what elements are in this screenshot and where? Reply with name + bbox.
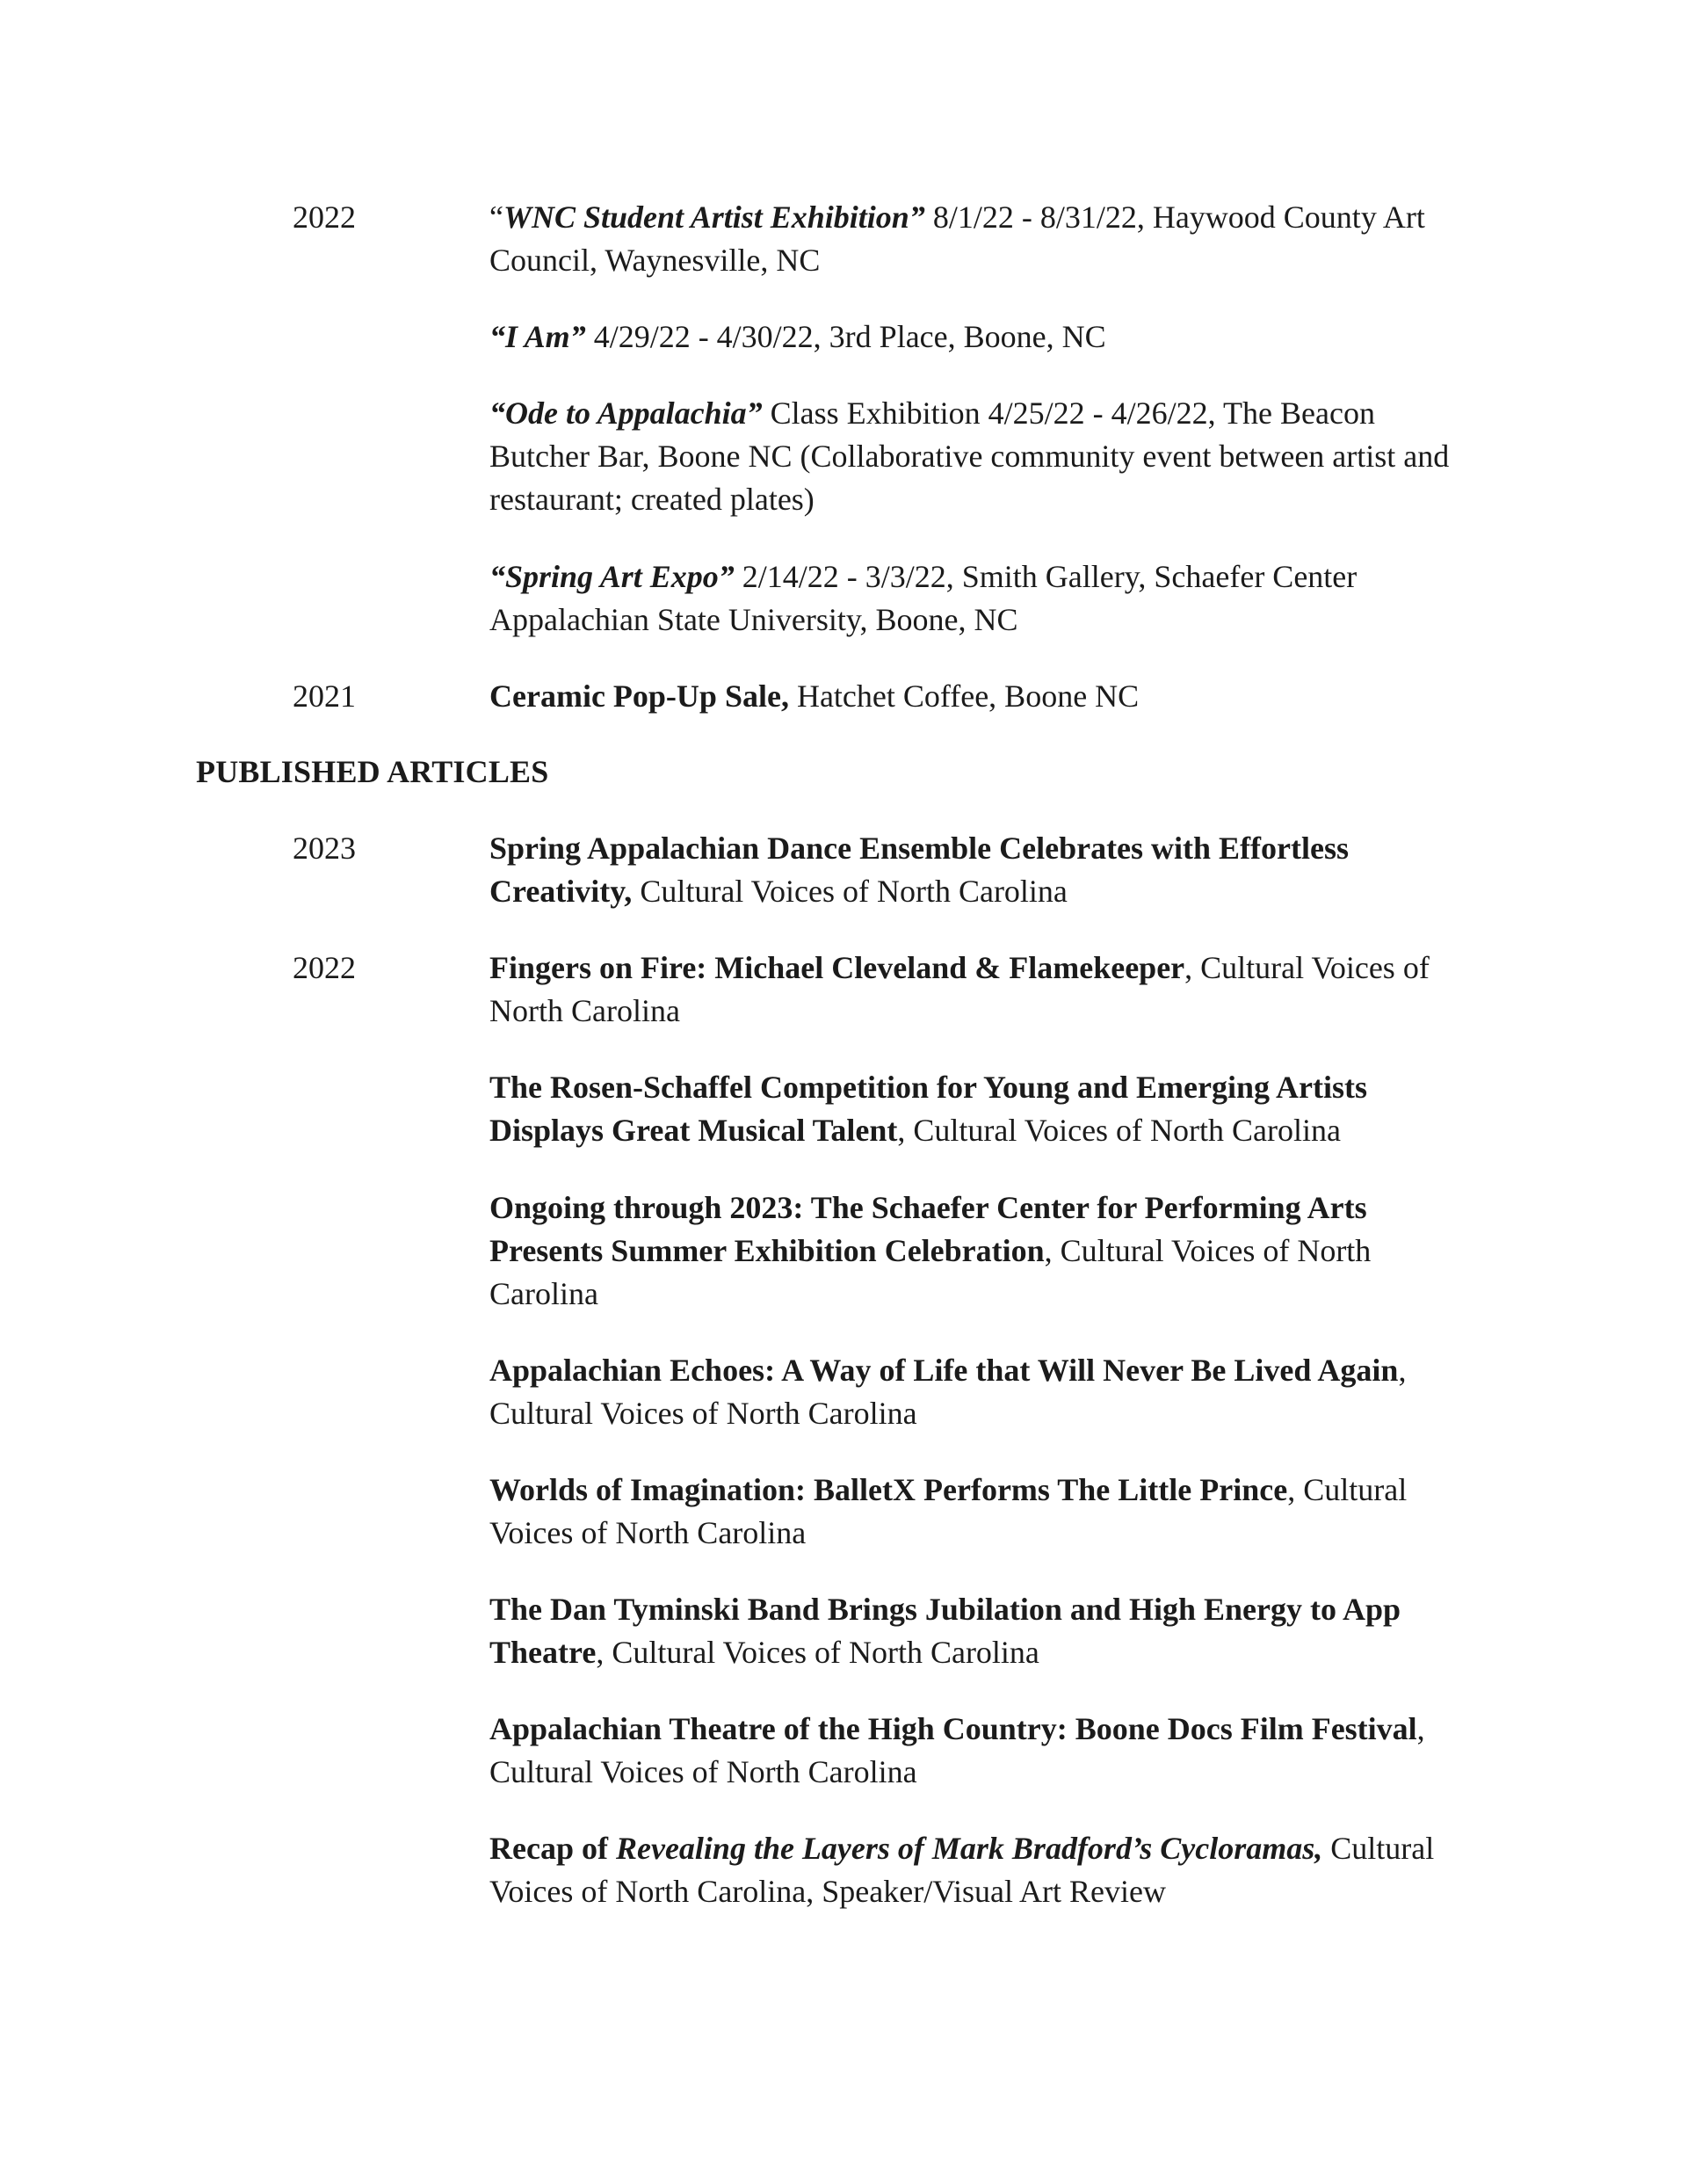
article-publication: , Cultural Voices of North Carolina: [897, 1113, 1341, 1148]
article-title: Ongoing through 2023: The Schaefer Center for Performing Arts Presents Summer Exhibition Celebration: [489, 1190, 1367, 1268]
article-publication: , Cultural Voices of North Carolina: [596, 1635, 1039, 1670]
article-entry: [489, 1469, 1482, 1555]
exhibition-title: WNC Student Artist Exhibition”: [503, 200, 925, 235]
article-title: Worlds of Imagination: BalletX Performs The Little Prince: [489, 1472, 1288, 1507]
exhibition-details: 2/14/22 - 3/3/22, Smith Gallery, Schaefer Center Appalachian State University, Boone, NC: [489, 559, 1358, 637]
article-title: Appalachian Theatre of the High Country: Boone Docs Film Festival: [489, 1711, 1417, 1746]
article-entry: [489, 1708, 1482, 1794]
exhibition-entry: [489, 555, 1482, 642]
exhibition-details: Class Exhibition 4/25/22 - 4/26/22, The Beacon Butcher Bar, Boone NC (Collaborative community event between artist and restaurant; created plates): [489, 395, 1450, 517]
article-publication: , Cultural Voices of North Carolina: [489, 1472, 1408, 1550]
article-entry: [489, 1349, 1482, 1435]
exhibition-quote: “: [489, 200, 503, 235]
exhibition-year: 2022: [293, 200, 356, 235]
article-title: Revealing the Layers of Mark Bradford’s Cycloramas,: [615, 1831, 1323, 1866]
exhibition-entry: [489, 316, 1482, 359]
article-entry: [489, 1186, 1482, 1316]
article-entry: [489, 1066, 1482, 1152]
article-prefix: Recap of: [489, 1831, 616, 1866]
article-entry: [489, 827, 1482, 913]
exhibition-details: 4/29/22 - 4/30/22, 3rd Place, Boone, NC: [585, 319, 1106, 354]
article-entry: [489, 1588, 1482, 1674]
exhibition-entry: [489, 392, 1482, 521]
article-publication: Cultural Voices of North Carolina: [632, 874, 1068, 909]
article-title: The Rosen-Schaffel Competition for Young and Emerging Artists Displays Great Musical Talent: [489, 1070, 1368, 1148]
article-title: Spring Appalachian Dance Ensemble Celebrates with Effortless Creativity,: [489, 831, 1350, 909]
section-heading-published-articles: PUBLISHED ARTICLES: [196, 754, 549, 789]
exhibition-details: 8/1/22 - 8/31/22, Haywood County Art Council, Waynesville, NC: [489, 200, 1425, 278]
article-year: 2023: [293, 831, 356, 866]
exhibition-title: “Spring Art Expo”: [489, 559, 735, 594]
article-title: Fingers on Fire: Michael Cleveland & Flamekeeper: [489, 950, 1185, 985]
article-entry: [489, 947, 1482, 1033]
article-entry: [489, 1827, 1482, 1913]
article-year: 2022: [293, 950, 356, 985]
article-publication: , Cultural Voices of North Carolina: [489, 950, 1430, 1028]
article-publication: , Cultural Voices of North Carolina: [489, 1353, 1407, 1431]
article-title: Appalachian Echoes: A Way of Life that Will Never Be Lived Again: [489, 1353, 1399, 1388]
exhibition-title: “Ode to Appalachia”: [489, 395, 763, 431]
exhibition-entry: [489, 196, 1482, 282]
exhibition-year: 2021: [293, 678, 356, 714]
article-publication: Cultural Voices of North Carolina, Speaker/Visual Art Review: [489, 1831, 1435, 1909]
exhibition-details: Hatchet Coffee, Boone NC: [788, 678, 1140, 714]
exhibition-title: Ceramic Pop-Up Sale,: [489, 678, 789, 714]
article-publication: , Cultural Voices of North Carolina: [489, 1233, 1372, 1311]
article-publication: , Cultural Voices of North Carolina: [489, 1711, 1425, 1789]
exhibition-entry: [489, 675, 1482, 718]
exhibition-title: “I Am”: [489, 319, 586, 354]
article-title: The Dan Tyminski Band Brings Jubilation and High Energy to App Theatre: [489, 1592, 1401, 1670]
